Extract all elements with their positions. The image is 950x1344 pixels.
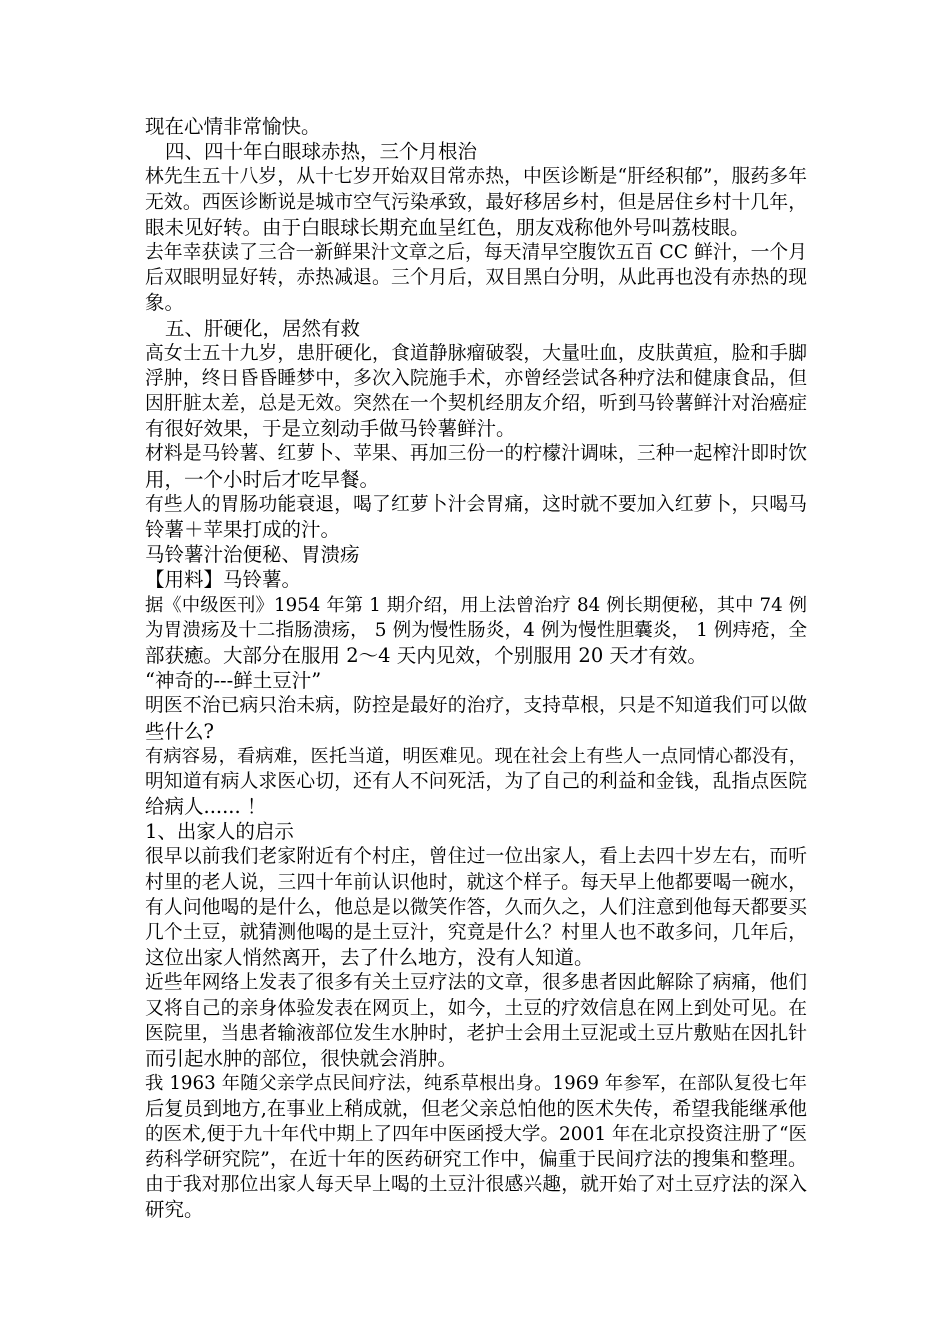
section-heading: 五、肝硬化，居然有救 [165,316,361,340]
section-heading: 1、出家人的启示 [145,820,294,844]
text-line: 有病容易，看病难，医托当道，明医难见。现在社会上有些人一点同情心都没有， [145,745,807,767]
text-line: 村里的老人说，三四十年前认识他时，就这个样子。每天早上他都要喝一碗水， [145,871,807,893]
text-line: 给病人...... ！ [145,795,267,819]
text-line: 又将自己的亲身体验发表在网页上，如今，土豆的疗效信息在网上到处可见。在 [145,997,807,1019]
text-line: 很早以前我们老家附近有个村庄，曾住过一位出家人，看上去四十岁左右，而听 [145,846,807,868]
text-line: 林先生五十八岁，从十七岁开始双目常赤热，中医诊断是“肝经积郁”，服药多年 [145,166,807,188]
document-body [145,114,807,1222]
text-line: 材料是马铃薯、红萝卜、苹果、再加三份一的柠檬汁调味，三种一起榨汁即时饮 [145,443,807,465]
text-line: 我 1963 年随父亲学点民间疗法，纯系草根出身。1969 年参军，在部队复役七年 [145,1073,807,1095]
text-line: 现在心情非常愉快。 [145,115,321,138]
section-heading: 四、四十年白眼球赤热，三个月根治 [165,140,478,164]
text-line: 由于我对那位出家人每天早上喝的土豆汁很感兴趣，就开始了对土豆疗法的深入 [145,1173,807,1195]
section-heading: 马铃薯汁治便秘、胃溃疡 [145,543,360,567]
text-line: 部获癒。大部分在服用 2～4 天内见效，个别服用 20 天才有效。 [145,643,707,667]
text-line: 铃薯＋苹果打成的汁。 [145,518,341,541]
text-line: 些什么? [145,719,214,743]
text-line: 用，一个小时后才吃早餐。 [145,467,380,491]
text-line: 眼未见好转。由于白眼球长期充血呈红色，朋友戏称他外号叫荔枝眼。 [145,215,750,239]
text-line: 象。 [145,291,185,315]
text-line: 明医不治已病只治未病，防控是最好的治疗，支持草根，只是不知道我们可以做 [145,695,807,717]
text-line: 后双眼明显好转，赤热减退。三个月后，双目黑白分明，从此再也没有赤热的现 [145,267,807,289]
text-line: 这位出家人悄然离开，去了什么地方，没有人知道。 [145,946,594,970]
text-line: 医院里，当患者输液部位发生水肿时，老护士会用土豆泥或土豆片敷贴在因扎针 [145,1022,807,1044]
text-line: 研究。 [145,1198,204,1222]
section-heading: “神奇的---鲜土豆汁” [145,669,322,693]
text-line: 因肝脏太差，总是无效。突然在一个契机经朋友介绍，听到马铃薯鲜汁对治癌症 [145,393,807,415]
text-line: 明知道有病人求医心切，还有人不问死活，为了自己的利益和金钱，乱指点医院 [145,770,807,792]
text-line: 后复员到地方,在事业上稍成就，但老父亲总怕他的医术失传，希望我能继承他 [145,1097,807,1121]
text-line: 有些人的胃肠功能衰退，喝了红萝卜汁会胃痛，这时就不要加入红萝卜，只喝马 [145,493,807,515]
text-line: 近些年网络上发表了很多有关土豆疗法的文章，很多患者因此解除了病痛，他们 [145,972,807,994]
text-line: 有人问他喝的是什么，他总是以微笑作答，久而久之，人们注意到他每天都要买 [145,896,807,918]
text-line: 药科学研究院”，在近十年的医药研究工作中，偏重于民间疗法的搜集和整理。 [145,1147,807,1170]
text-line: 浮肿，终日昏昏睡梦中，多次入院施手术，亦曾经尝试各种疗法和健康食品，但 [145,367,807,389]
section-heading: 【用料】马铃薯。 [145,568,302,592]
text-line: 去年幸获读了三合一新鲜果汁文章之后，每天清早空腹饮五百 CC 鲜汁，一个月 [145,241,807,263]
text-line: 为胃溃疡及十二指肠溃疡， 5 例为慢性肠炎，4 例为慢性胆囊炎， 1 例痔疮，全 [145,619,807,641]
text-line: 的医术,便于九十年代中期上了四年中医函授大学。2001 年在北京投资注册了“医 [145,1123,807,1145]
text-line: 几个土豆，就猜测他喝的是土豆汁，究竟是什么？村里人也不敢多问，几年后， [145,922,807,943]
text-line: 有很好效果，于是立刻动手做马铃薯鲜汁。 [145,417,516,441]
text-line: 而引起水肿的部位，很快就会消肿。 [145,1046,458,1070]
text-line: 据《中级医刊》1954 年第 1 期介绍，用上法曾治疗 84 例长期便秘，其中 74 例 [145,594,807,616]
text-line: 无效。西医诊断说是城市空气污染承致，最好移居乡村，但是居住乡村十几年， [145,191,807,213]
text-line: 高女士五十九岁，患肝硬化，食道静脉瘤破裂，大量吐血，皮肤黄疸，脸和手脚 [145,342,807,364]
